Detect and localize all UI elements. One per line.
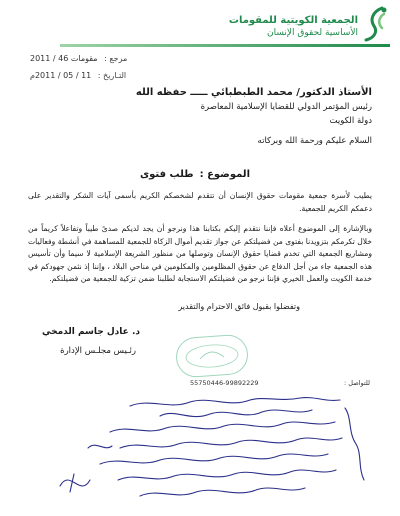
date-label: التـاريخ : xyxy=(95,71,127,80)
body-paragraph-1: يطيب لأسرة جمعية مقومات حقوق الإنسان أن تتقدم لشخصكم الكريم بأسمى آيات الشكر والتقدير على دعمكم الكريم للجمعية. xyxy=(28,191,372,213)
signer-title: رئـيس مجلـس الإدارة xyxy=(60,346,136,356)
letter-body xyxy=(28,190,372,294)
header-divider xyxy=(60,44,390,47)
letter-date xyxy=(30,71,150,80)
subject-label: الموضوع : xyxy=(199,169,250,180)
organization-logo-icon xyxy=(360,6,390,42)
handwritten-note-icon xyxy=(0,388,400,516)
body-paragraph-2: وبالإشارة إلى الموضوع أعلاه فإننا نتقدم إليكم بكتابنا هذا ونرجو أن يجد لديكم صدىً طيباً وتفاعلاً كريماً من خلال تكرمكم بتزويدنا بفتوى من فضيلتكم عن جواز تقديم أموال الزكاة للجمعية للمساهمة في أنشطة وفعاليات ومشاريع الجمعية التي تخدم قضايا حقوق الإنسان وتوصلها من منظور الشريعة الإسلامية لا سيما وأن تأسيس هذه الجمعية جاء من أجل الدفاع عن حقوق المظلومين والمكلومين في مناحي البلاد ، وإننا إذ نثمن جهودكم في خدمة الكويت والعمل الخيري فإننا نرجو من فضيلتكم الاستجابة لطلبنا ضمن تزكية للجمعية من فضيلتكم. xyxy=(28,224,372,283)
organization-name xyxy=(198,14,358,40)
date-value: 11 / 05 / 2011م xyxy=(30,71,92,80)
signer-name: د. عادل جاسم الدمخي xyxy=(42,327,140,337)
organization-stamp-icon xyxy=(175,334,250,379)
closing-line: وتفضلوا بقبول فائق الاحترام والتقدير xyxy=(178,302,300,311)
organization-name-line1: الجمعية الكويتية للمقومات xyxy=(228,15,358,26)
contact-label: للتواصل : xyxy=(344,379,370,387)
addressee-title: رئيس المؤتمر الدولي للقضايا الإسلامية المعاصرة xyxy=(200,102,372,112)
subject-line xyxy=(140,169,250,180)
greeting: السلام عليكم ورحمة الله وبركاته xyxy=(257,136,372,146)
reference-value: مقومات 46 / 2011 xyxy=(30,54,98,63)
reference-number xyxy=(30,54,150,63)
addressee-name: الأستاذ الدكتور/ محمد الطبطبائي ـــــ حفظه الله xyxy=(135,87,372,98)
subject-value: طلب فتوى xyxy=(139,169,194,180)
addressee-block xyxy=(42,86,372,128)
organization-name-line2: الأساسية لحقوق الإنسان xyxy=(267,28,358,38)
contact-phone: 55750446-99892229 xyxy=(190,379,259,387)
reference-label: مرجع : xyxy=(101,54,128,63)
addressee-country: دولة الكويت xyxy=(329,116,372,126)
